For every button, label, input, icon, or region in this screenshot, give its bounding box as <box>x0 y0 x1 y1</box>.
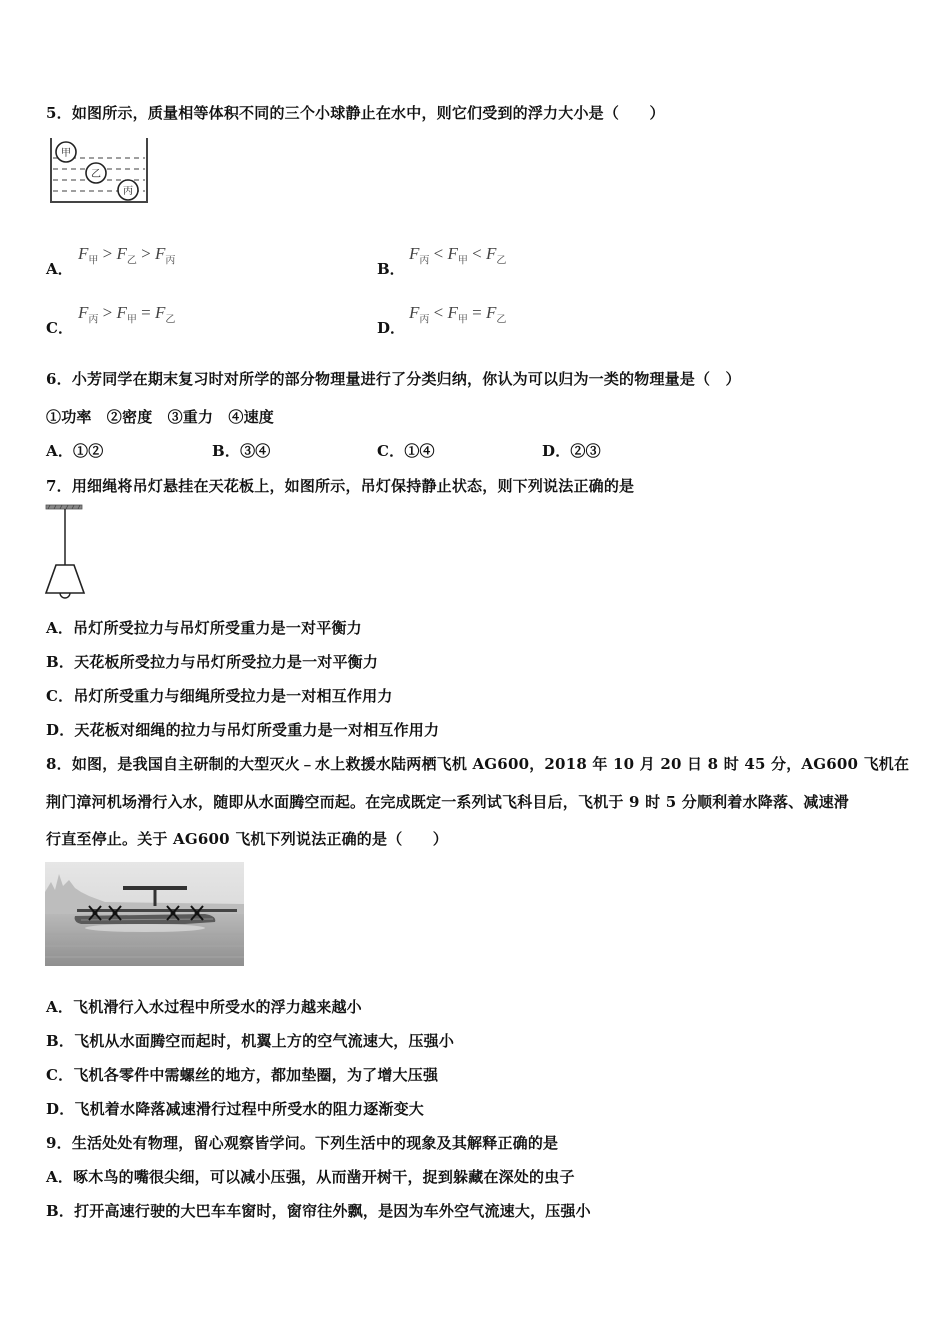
ball-label-yi: 乙 <box>91 169 101 180</box>
ball-label-bing: 丙 <box>123 186 133 197</box>
q8-option-c: C．飞机各零件中需螺丝的地方，都加垫圈，为了增大压强 <box>46 1066 439 1084</box>
q8-stem-line-1: 8．如图，是我国自主研制的大型灭火﹣水上救援水陆两栖飞机 AG600，2018 年 10 月 20 日 8 时 45 分，AG600 飞机在 <box>46 755 910 773</box>
q7-option-c: C．吊灯所受重力与细绳所受拉力是一对相互作用力 <box>46 687 393 705</box>
q8-option-a: A．飞机滑行入水过程中所受水的浮力越来越小 <box>46 998 362 1016</box>
q8-stem-line-3: 行直至停止。关于 AG600 飞机下列说法正确的是（ ） <box>46 830 449 848</box>
q6-option-d: D．②③ <box>542 442 601 460</box>
q5-option-d-formula: $F_丙 < F_甲 = F_乙$ <box>409 303 507 326</box>
q9-stem: 9．生活处处有物理，留心观察皆学问。下列生活中的现象及其解释正确的是 <box>46 1134 559 1152</box>
q7-option-d: D．天花板对细绳的拉力与吊灯所受重力是一对相互作用力 <box>46 721 440 739</box>
q5-option-c-formula: $F_丙 > F_甲 = F_乙$ <box>78 303 176 326</box>
q5-option-a-formula: $F_甲 > F_乙 > F_丙$ <box>78 244 176 267</box>
q8-option-b: B．飞机从水面腾空而起时，机翼上方的空气流速大，压强小 <box>46 1032 455 1050</box>
q6-option-b: B．③④ <box>212 442 271 460</box>
q7-stem: 7．用细绳将吊灯悬挂在天花板上，如图所示，吊灯保持静止状态，则下列说法正确的是 <box>46 477 635 495</box>
q5-option-b-letter: B． <box>377 260 405 278</box>
q8-stem-line-2: 荆门漳河机场滑行入水，随即从水面腾空而起。在完成既定一系列试飞科目后，飞机于 9 时 5 分顺利着水降落、减速滑 <box>46 793 849 811</box>
q7-option-a: A．吊灯所受拉力与吊灯所受重力是一对平衡力 <box>46 619 362 637</box>
q6-stem: 6．小芳同学在期末复习时对所学的部分物理量进行了分类归纳，你认为可以归为一类的物理量是（ ） <box>46 370 741 388</box>
q8-aircraft-photo <box>45 862 244 966</box>
q6-option-c: C．①④ <box>377 442 435 460</box>
q5-option-a-letter: A． <box>46 260 73 278</box>
q5-option-b-formula: $F_丙 < F_甲 < F_乙$ <box>409 244 507 267</box>
q9-option-b: B．打开高速行驶的大巴车车窗时，窗帘往外飘，是因为车外空气流速大，压强小 <box>46 1202 591 1220</box>
q8-option-d: D．飞机着水降落减速滑行过程中所受水的阻力逐渐变大 <box>46 1100 425 1118</box>
q9-option-a: A．啄木鸟的嘴很尖细，可以减小压强，从而凿开树干，捉到躲藏在深处的虫子 <box>46 1168 575 1186</box>
q6-items: ①功率 ②密度 ③重力 ④速度 <box>46 408 275 426</box>
ball-label-jia: 甲 <box>61 148 71 159</box>
q5-container-figure <box>48 136 152 206</box>
q5-option-d-letter: D． <box>377 319 406 337</box>
q7-lamp-figure <box>44 503 90 603</box>
q5-option-c-letter: C． <box>46 319 73 337</box>
q6-option-a: A．①② <box>46 442 104 460</box>
q5-stem: 5．如图所示，质量相等体积不同的三个小球静止在水中，则它们受到的浮力大小是（ ） <box>46 104 665 122</box>
q7-option-b: B．天花板所受拉力与吊灯所受拉力是一对平衡力 <box>46 653 379 671</box>
